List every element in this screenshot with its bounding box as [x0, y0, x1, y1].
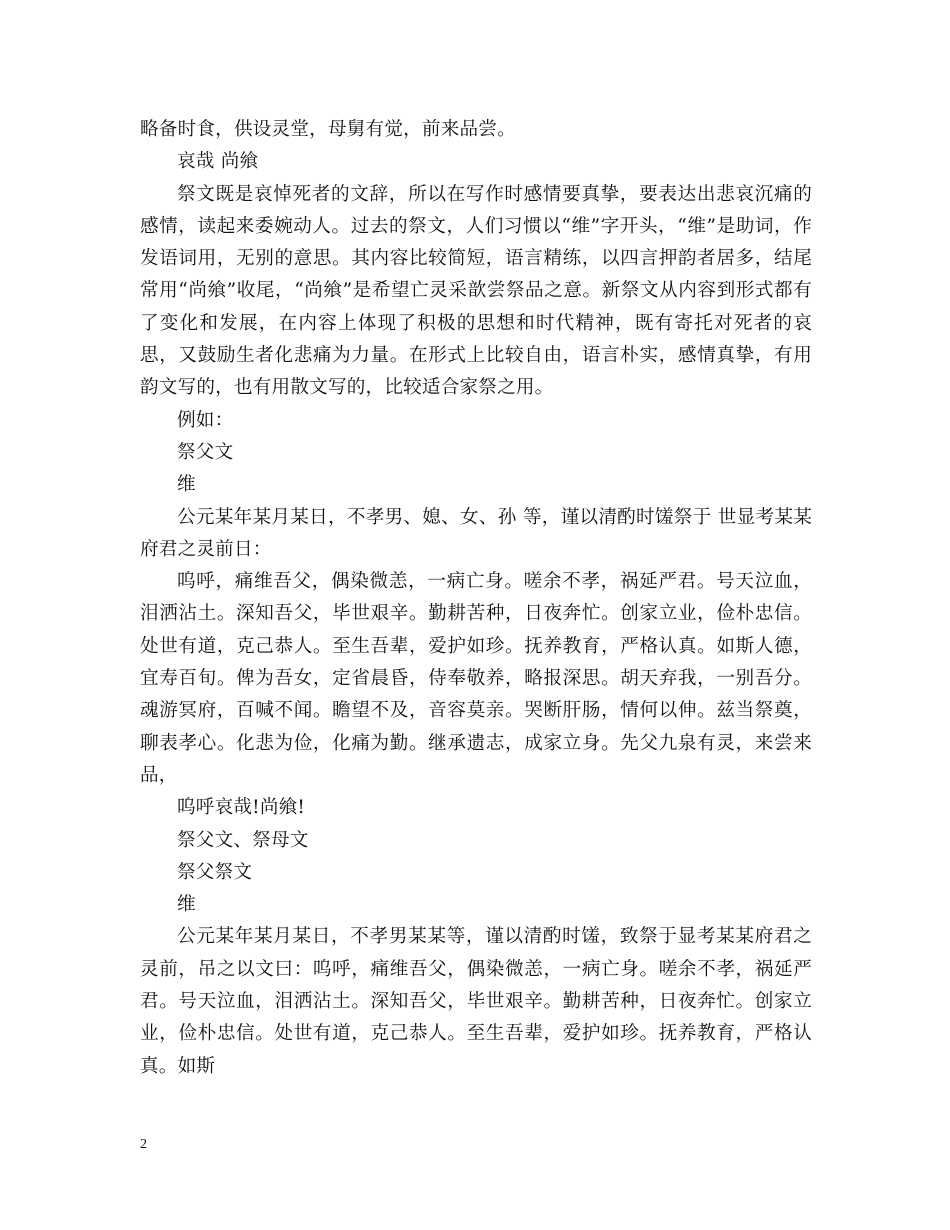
paragraph: 呜呼，痛维吾父，偶染微恙，一病亡身。嗟余不孝，祸延严君。号天泣血，泪洒沾土。深知吾父，毕世艰辛。勤耕苦种，日夜奔忙。创家立业，俭朴忠信。处世有道，克己恭人。至生吾辈，爱护如珍。抚养教育，严格认真。如斯人德，宜寿百旬。俾为吾女，定省晨昏，侍奉敬养，略报深思。胡天弃我，一别吾分。魂游冥府，百喊不闻。瞻望不及，音容莫亲。哭断肝肠，情何以伸。兹当祭奠，聊表孝心。化悲为俭，化痛为勤。继承遗志，成家立身。先父九泉有灵，来尝来品，	[140, 571, 812, 786]
paragraph: 祭父文	[177, 441, 234, 463]
paragraph: 维	[177, 894, 196, 916]
paragraph: 维	[177, 474, 196, 496]
paragraph: 哀哉 尚飨	[177, 151, 259, 173]
paragraph: 略备时食，供设灵堂，母舅有觉，前来品尝。	[140, 119, 516, 140]
paragraph: 呜呼哀哉!尚飨!	[177, 797, 306, 819]
paragraph: 祭文既是哀悼死者的文辞，所以在写作时感情要真挚，要表达出悲哀沉痛的感情，读起来委婉动人。过去的祭文，人们习惯以“维”字开头，“维”是助词，作发语词用，无别的意思。其内容比较简短，语言精练，以四言押韵者居多，结尾常用“尚飨”收尾，“尚飨”是希望亡灵采歆尝祭品之意。新祭文从内容到形式都有了变化和发展，在内容上体现了积极的思想和时代精神，既有寄托对死者的哀思，又鼓励生者化悲痛为力量。在形式上比较自由，语言朴实，感情真挚，有用韵文写的，也有用散文写的，比较适合家祭之用。	[140, 183, 812, 399]
paragraph: 公元某年某月某日，不孝男某某等，谨以清酌时馐，致祭于显考某某府君之灵前，吊之以文曰：呜呼，痛维吾父，偶染微恙，一病亡身。嗟余不孝，祸延严君。号天泣血，泪洒沾土。深知吾父，毕世艰辛。勤耕苦种，日夜奔忙。创家立业，俭朴忠信。处世有道，克己恭人。至生吾辈，爱护如珍。抚养教育，严格认真。如斯	[140, 926, 812, 1077]
paragraph: 祭父祭文	[177, 861, 253, 883]
page-number: 2	[140, 1137, 147, 1152]
paragraph: 祭父文、祭母文	[177, 829, 309, 851]
document-body	[140, 114, 812, 1083]
paragraph: 公元某年某月某日，不孝男、媳、女、孙 等，谨以清酌时馐祭于 世显考某某府君之灵前日：	[140, 506, 812, 560]
paragraph: 例如：	[177, 409, 234, 431]
